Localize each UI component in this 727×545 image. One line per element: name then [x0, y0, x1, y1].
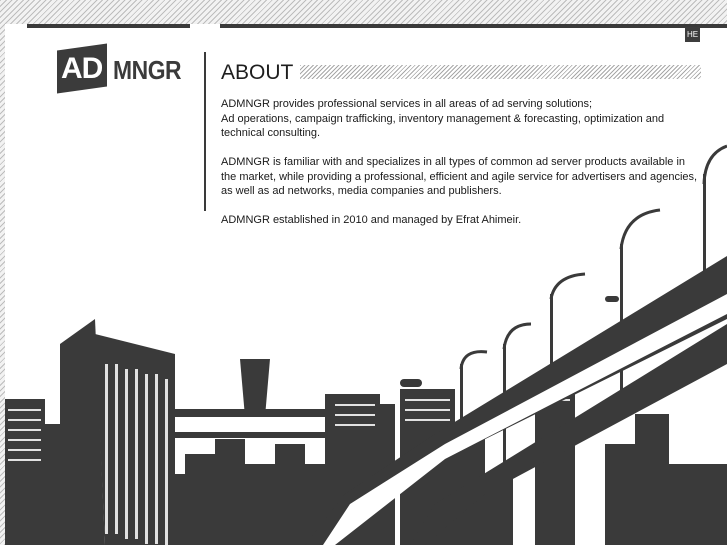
- main-panel: [5, 24, 727, 545]
- paragraph-1-line-2: Ad operations, campaign trafficking, inventory management & forecasting, optimization and technical consulting.: [221, 112, 665, 139]
- logo-mngr-text: MNGR: [113, 55, 182, 85]
- city-skyline-illustration: [5, 24, 727, 545]
- language-button[interactable]: HE: [685, 27, 700, 42]
- paragraph-3: ADMNGR established in 2010 and managed by Efrat Ahimeir.: [221, 214, 522, 226]
- paragraph-1-line-1: ADMNGR provides professional services in all areas of ad serving solutions;: [221, 98, 593, 110]
- page-title: ABOUT: [221, 61, 294, 84]
- logo-ad-text: AD: [61, 52, 103, 85]
- paragraph-2: ADMNGR is familiar with and specializes in all types of common ad server products available in the market, while providing a professional, efficient and agile service for advertisers and agencies, as well as ad networks, media companies and publishers.: [221, 156, 698, 197]
